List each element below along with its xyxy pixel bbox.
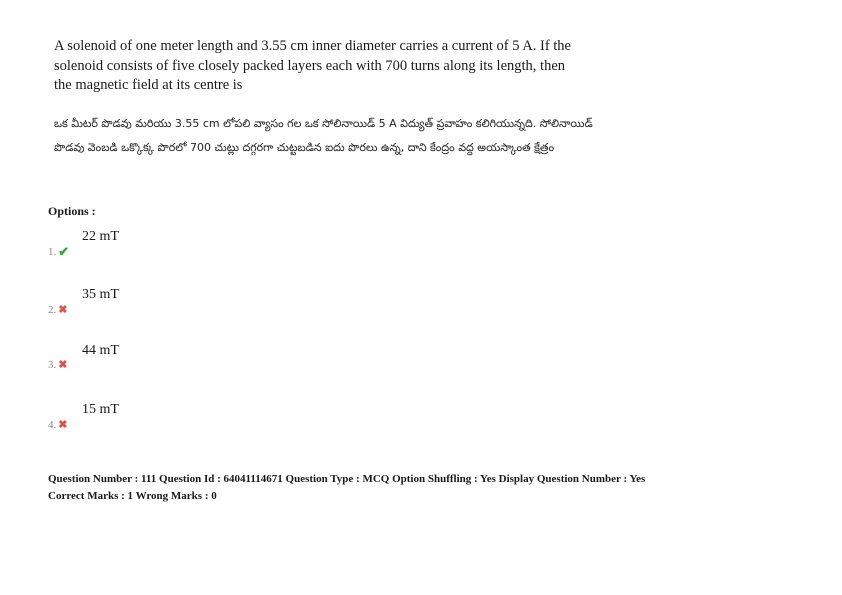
option-3-label: 3. bbox=[48, 358, 57, 371]
option-4-number bbox=[48, 418, 67, 431]
option-2-number bbox=[48, 303, 67, 316]
option-1-text: 22 mT bbox=[82, 229, 119, 244]
cross-icon: ✖ bbox=[58, 359, 68, 371]
option-1-number bbox=[48, 244, 69, 260]
option-3-text: 44 mT bbox=[82, 343, 119, 358]
question-text-english: A solenoid of one meter length and 3.55 cm inner diameter carries a current of 5 A. If the solenoid consists of five closely packed layers each with 700 turns along its length, then the magnetic field at its centre is bbox=[54, 38, 571, 93]
cross-icon: ✖ bbox=[58, 419, 68, 431]
option-3-number bbox=[48, 358, 67, 371]
options-label: Options : bbox=[48, 204, 96, 218]
option-1-label: 1. bbox=[48, 246, 57, 258]
option-4-label: 4. bbox=[48, 418, 57, 431]
option-2-label: 2. bbox=[48, 303, 57, 316]
option-2-text: 35 mT bbox=[82, 287, 119, 302]
check-icon: ✔ bbox=[58, 244, 70, 259]
question-text-telugu: ఒక మీటర్ పొడవు మరియు 3.55 cm లోపలి వ్యాసం గల ఒక సోలినాయిడ్ 5 A విద్యుత్ ప్రవాహం కలిగియున్నది. సోలినాయిడ్ పొడవు వెంబడి ఒక్కొక్క పొరలో 700 చుట్లు దగ్గరగా చుట్టబడిన ఐదు పొరలు ఉన్న, దాని కేంద్రం వద్ద అయస్కాంత క్షేత్రం bbox=[54, 117, 593, 154]
option-4-text: 15 mT bbox=[82, 402, 119, 417]
marks-meta-line: Correct Marks : 1 Wrong Marks : 0 bbox=[48, 490, 217, 502]
cross-icon: ✖ bbox=[58, 304, 68, 316]
question-meta-line: Question Number : 111 Question Id : 64041114671 Question Type : MCQ Option Shuffling : Yes Display Question Number : Yes bbox=[48, 473, 646, 485]
